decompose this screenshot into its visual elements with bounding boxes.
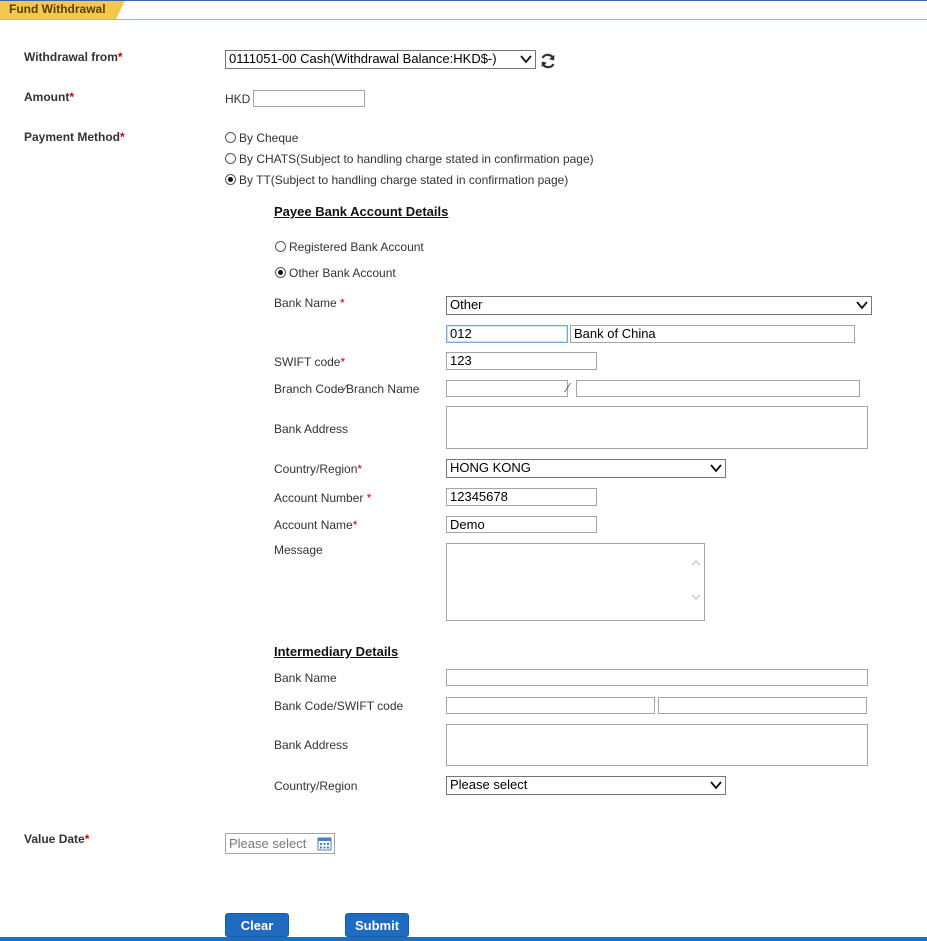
- intermediary-bank-code-label: Bank Code/SWIFT code: [274, 699, 404, 713]
- calendar-icon[interactable]: [317, 836, 332, 851]
- intermediary-bank-code-input[interactable]: [446, 697, 655, 714]
- radio-other-bank-account[interactable]: Other Bank Account: [275, 266, 396, 280]
- bank-address-input[interactable]: [446, 406, 868, 449]
- radio-button[interactable]: [225, 132, 236, 143]
- value-date-input[interactable]: Please select: [225, 833, 335, 854]
- payee-section-title: Payee Bank Account Details: [274, 204, 449, 219]
- chevron-down-icon: [710, 779, 722, 791]
- scroll-up-icon[interactable]: [691, 559, 701, 567]
- swift-code-label: SWIFT code*: [274, 355, 346, 369]
- account-number-label: Account Number *: [274, 491, 372, 505]
- message-label: Message: [274, 543, 323, 557]
- intermediary-swift-code-input[interactable]: [658, 697, 867, 714]
- radio-button[interactable]: [225, 153, 236, 164]
- radio-by-tt[interactable]: By TT(Subject to handling charge stated in confirmation page): [225, 173, 568, 187]
- withdrawal-from-select[interactable]: 0111051-00 Cash(Withdrawal Balance:HKD$-): [225, 50, 536, 69]
- submit-button[interactable]: Submit: [345, 913, 409, 937]
- amount-label: Amount*: [24, 90, 74, 104]
- intermediary-section-title: Intermediary Details: [274, 644, 399, 659]
- radio-button[interactable]: [275, 241, 286, 252]
- value-date-label: Value Date*: [24, 832, 90, 846]
- bottom-border: [0, 937, 927, 941]
- clear-button[interactable]: Clear: [225, 913, 289, 937]
- intermediary-bank-address-label: Bank Address: [274, 738, 349, 752]
- message-textarea[interactable]: [446, 543, 705, 621]
- withdrawal-from-label: Withdrawal from*: [24, 50, 123, 64]
- account-number-input[interactable]: 12345678: [446, 488, 597, 506]
- branch-separator: ∕: [567, 380, 570, 395]
- account-name-label: Account Name*: [274, 518, 358, 532]
- chevron-down-icon: [856, 299, 868, 311]
- radio-button-selected[interactable]: [275, 267, 286, 278]
- intermediary-country-label: Country/Region: [274, 779, 358, 793]
- bank-name-label: Bank Name *: [274, 296, 345, 310]
- bank-name-select[interactable]: Other: [446, 296, 872, 315]
- country-select[interactable]: HONG KONG: [446, 459, 726, 478]
- refresh-icon[interactable]: [538, 51, 558, 71]
- branch-code-input[interactable]: [446, 380, 568, 397]
- radio-button-selected[interactable]: [225, 174, 236, 185]
- scroll-down-icon[interactable]: [691, 593, 701, 601]
- country-label: Country/Region*: [274, 462, 363, 476]
- amount-currency: HKD: [225, 92, 251, 106]
- bank-address-label: Bank Address: [274, 422, 349, 436]
- swift-code-input[interactable]: 123: [446, 352, 597, 370]
- radio-by-cheque[interactable]: By Cheque: [225, 131, 298, 145]
- tab-fund-withdrawal[interactable]: Fund Withdrawal: [0, 1, 116, 19]
- intermediary-country-select[interactable]: Please select: [446, 776, 726, 795]
- chevron-down-icon: [520, 53, 532, 65]
- radio-by-chats[interactable]: By CHATS(Subject to handling charge stated in confirmation page): [225, 152, 594, 166]
- radio-registered-bank-account[interactable]: Registered Bank Account: [275, 240, 424, 254]
- intermediary-bank-name-input[interactable]: [446, 669, 868, 686]
- intermediary-bank-address-input[interactable]: [446, 724, 868, 766]
- account-name-input[interactable]: Demo: [446, 516, 597, 533]
- payment-method-label: Payment Method*: [24, 130, 125, 144]
- intermediary-bank-name-label: Bank Name: [274, 671, 337, 685]
- bank-code-input[interactable]: 012: [446, 325, 568, 343]
- chevron-down-icon: [710, 462, 722, 474]
- branch-label: Branch Code∕Branch Name: [274, 382, 420, 396]
- bank-name-input[interactable]: Bank of China: [570, 325, 855, 343]
- tab-bar: [0, 0, 927, 20]
- branch-name-input[interactable]: [576, 380, 860, 397]
- amount-input[interactable]: [253, 90, 365, 107]
